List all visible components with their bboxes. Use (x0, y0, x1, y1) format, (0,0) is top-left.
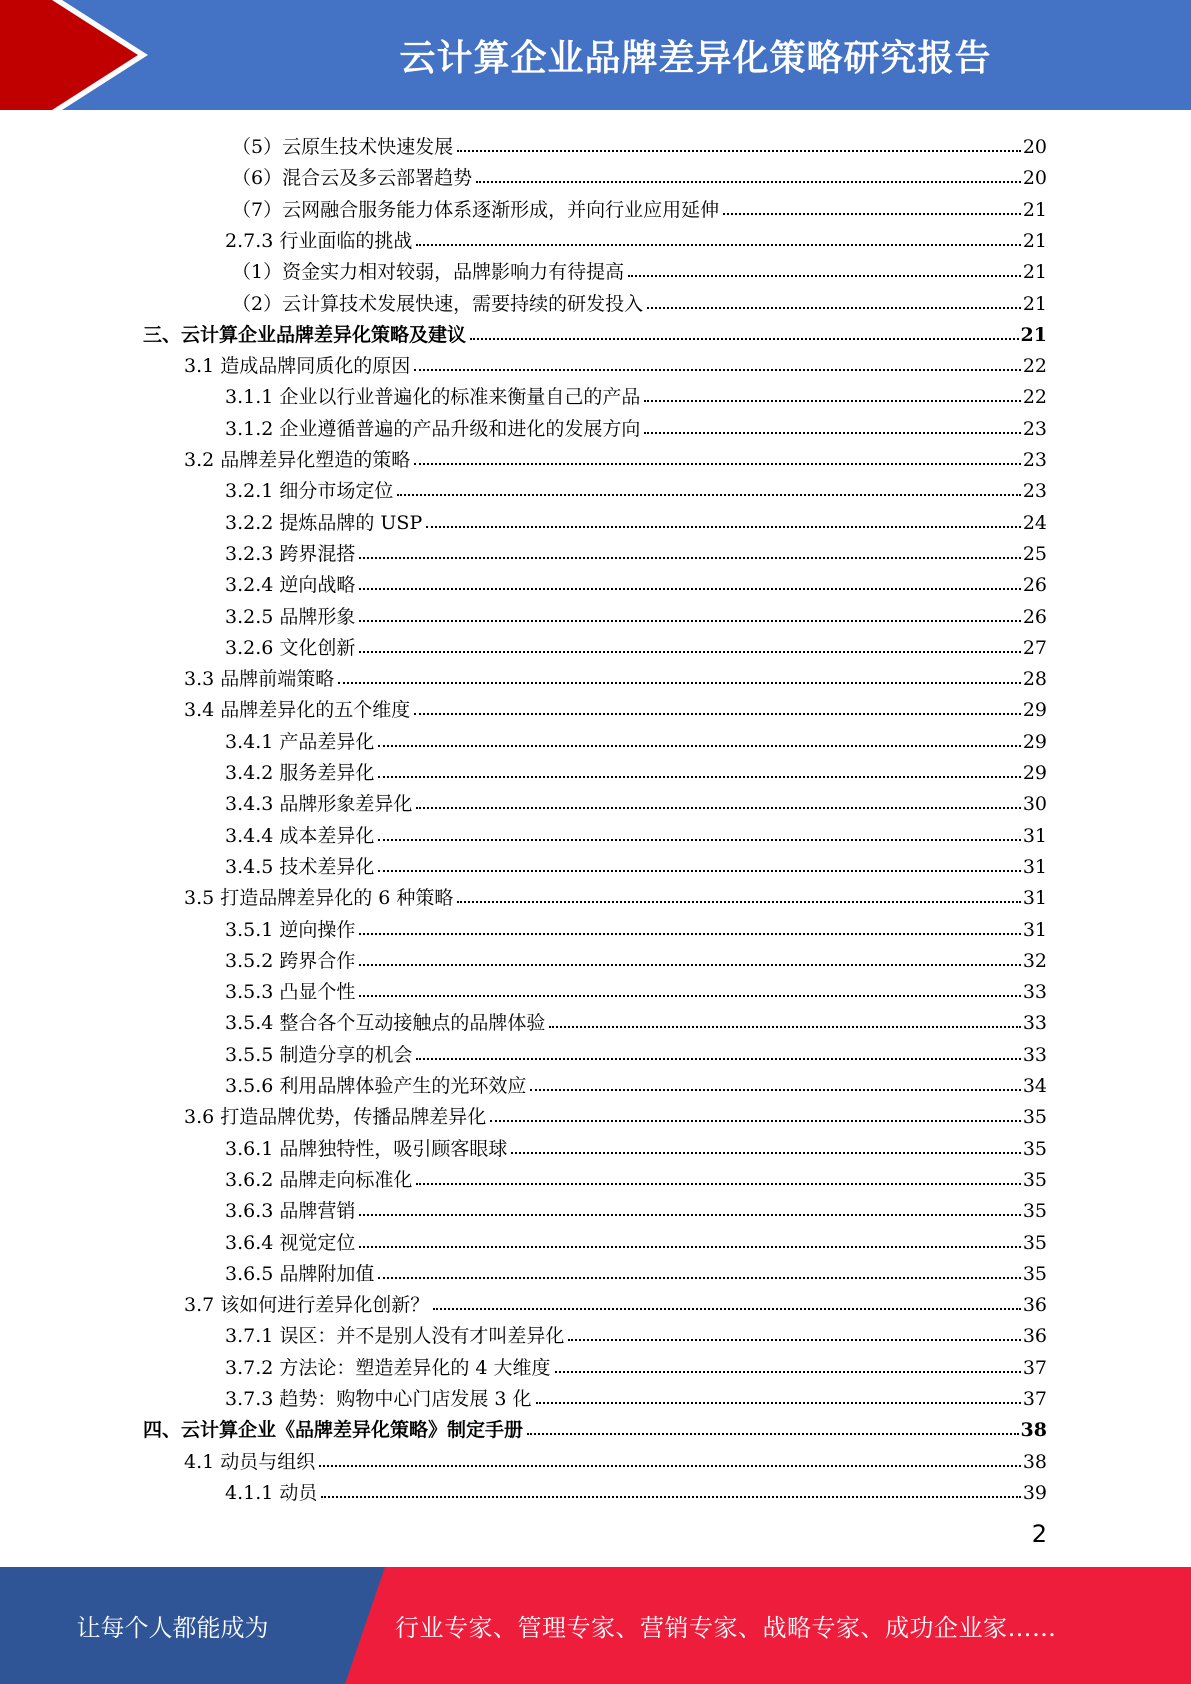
toc-dot-leader (644, 432, 1020, 434)
toc-dot-leader (511, 1152, 1020, 1154)
toc-entry[interactable] (232, 127, 1047, 158)
toc-entry-page: 37 (1022, 1356, 1047, 1379)
toc-entry[interactable] (232, 190, 1047, 221)
toc-entry-page: 35 (1022, 1106, 1047, 1129)
toc-entry-page: 35 (1022, 1168, 1047, 1191)
toc-dot-leader (397, 494, 1020, 496)
footer-slogan-right: 行业专家、管理专家、营销专家、战略专家、成功企业家…… (395, 1614, 1057, 1642)
toc-entry[interactable] (232, 252, 1047, 283)
toc-entry-title: 4.1.1 动员 (225, 1481, 318, 1504)
toc-entry-page: 23 (1022, 449, 1047, 471)
toc-dot-leader (359, 651, 1020, 653)
toc-entry-page: 36 (1022, 1325, 1047, 1348)
toc-dot-leader (359, 1214, 1020, 1216)
toc-entry-title: 3.2.6 文化创新 (225, 636, 356, 659)
toc-entry-title: 3.7.3 趋势：购物中心门店发展 3 化 (225, 1388, 532, 1410)
toc-entry-page: 34 (1022, 1075, 1047, 1097)
toc-dot-leader (527, 1433, 1019, 1435)
toc-entry-title: 3.5 打造品牌差异化的 6 种策略 (184, 887, 454, 910)
toc-dot-leader (414, 463, 1021, 465)
toc-entry[interactable] (225, 910, 1047, 941)
toc-entry[interactable] (184, 440, 1047, 471)
toc-entry-page: 23 (1022, 417, 1047, 440)
toc-dot-leader (457, 150, 1021, 152)
toc-entry-title: 3.5.4 整合各个互动接触点的品牌体验 (225, 1012, 546, 1035)
toc-entry[interactable] (225, 1348, 1047, 1379)
toc-dot-leader (470, 338, 1019, 340)
toc-entry[interactable] (184, 1442, 1047, 1473)
toc-entry[interactable] (225, 941, 1047, 972)
toc-dot-leader (378, 839, 1020, 841)
toc-entry-title: 3.6.5 品牌附加值 (225, 1262, 375, 1285)
toc-dot-leader (359, 557, 1020, 559)
toc-entry-title: 3.2.4 逆向战略 (225, 574, 356, 597)
toc-entry[interactable] (225, 1003, 1047, 1034)
toc-entry-page: 20 (1022, 167, 1047, 190)
toc-entry[interactable] (225, 565, 1047, 596)
toc-entry-page: 22 (1022, 386, 1047, 409)
toc-entry-title: 3.5.3 凸显个性 (225, 981, 356, 1004)
toc-entry[interactable] (225, 1379, 1047, 1410)
toc-entry[interactable] (225, 597, 1047, 628)
toc-entry-page: 31 (1022, 855, 1047, 878)
toc-entry-page: 38 (1020, 1419, 1047, 1442)
toc-entry[interactable] (184, 659, 1047, 690)
toc-entry-title: 3.4.5 技术差异化 (225, 855, 375, 878)
toc-dot-leader (378, 870, 1020, 872)
toc-entry-page: 37 (1022, 1388, 1047, 1410)
toc-entry[interactable] (225, 722, 1047, 753)
toc-entry-title: 3.6.4 视觉定位 (225, 1231, 356, 1254)
toc-dot-leader (338, 682, 1021, 684)
toc-entry-page: 36 (1022, 1294, 1047, 1317)
toc-entry[interactable] (225, 409, 1047, 440)
toc-entry[interactable] (143, 315, 1047, 346)
toc-dot-leader (416, 1058, 1020, 1060)
toc-entry-title: 三、云计算企业品牌差异化策略及建议 (143, 323, 467, 346)
toc-dot-leader (723, 213, 1021, 215)
toc-dot-leader (359, 588, 1020, 590)
toc-entry-page: 27 (1022, 636, 1047, 659)
toc-entry-page: 29 (1022, 762, 1047, 784)
toc-entry-page: 29 (1022, 699, 1047, 722)
toc-entry[interactable] (225, 503, 1047, 534)
toc-entry-page: 26 (1022, 574, 1047, 597)
toc-dot-leader (319, 1465, 1021, 1467)
toc-dot-leader (359, 933, 1020, 935)
toc-entry-page: 25 (1022, 542, 1047, 565)
toc-entry[interactable] (225, 753, 1047, 784)
toc-entry-page: 31 (1022, 918, 1047, 941)
toc-dot-leader (433, 1308, 1021, 1310)
toc-entry[interactable] (225, 628, 1047, 659)
toc-entry-page: 31 (1022, 887, 1047, 910)
chevron-arrow-icon (0, 0, 160, 110)
toc-dot-leader (416, 1183, 1020, 1185)
toc-entry-page: 33 (1022, 981, 1047, 1004)
toc-dot-leader (414, 369, 1021, 371)
toc-entry-page: 35 (1022, 1200, 1047, 1223)
toc-entry-title: 3.1.1 企业以行业普遍化的标准来衡量自己的产品 (225, 386, 641, 409)
toc-entry-title: 3.2.5 品牌形象 (225, 605, 356, 628)
toc-entry-page: 21 (1020, 323, 1047, 346)
toc-entry[interactable] (225, 1066, 1047, 1097)
toc-dot-leader (378, 1277, 1020, 1279)
toc-entry-page: 31 (1022, 824, 1047, 847)
toc-entry-page: 38 (1022, 1450, 1047, 1473)
toc-entry-page: 21 (1022, 292, 1047, 315)
toc-entry[interactable] (143, 1410, 1047, 1441)
toc-dot-leader (378, 776, 1020, 778)
toc-dot-leader (457, 901, 1020, 903)
toc-entry-title: 3.2.2 提炼品牌的 USP (225, 511, 423, 534)
toc-dot-leader (490, 1120, 1021, 1122)
toc-entry-title: （7）云网融合服务能力体系逐渐形成，并向行业应用延伸 (232, 198, 720, 221)
toc-entry-page: 29 (1022, 730, 1047, 753)
toc-entry-title: （2）云计算技术发展快速，需要持续的研发投入 (232, 292, 644, 315)
toc-dot-leader (416, 244, 1020, 246)
toc-dot-leader (359, 1246, 1020, 1248)
toc-entry-page: 24 (1022, 511, 1047, 534)
toc-entry-page: 21 (1022, 261, 1047, 284)
toc-entry[interactable] (184, 1097, 1047, 1128)
toc-entry[interactable] (232, 158, 1047, 189)
toc-entry-page: 21 (1022, 229, 1047, 252)
toc-dot-leader (426, 526, 1021, 528)
toc-entry-title: 四、云计算企业《品牌差异化策略》制定手册 (143, 1419, 524, 1442)
toc-entry[interactable] (225, 784, 1047, 815)
toc-entry[interactable] (225, 1129, 1047, 1160)
toc-entry-title: 3.6.1 品牌独特性，吸引顾客眼球 (225, 1137, 508, 1160)
toc-dot-leader (359, 620, 1020, 622)
toc-entry-title: 3.3 品牌前端策略 (184, 668, 335, 691)
toc-entry-page: 22 (1022, 355, 1047, 378)
toc-entry-page: 23 (1022, 480, 1047, 503)
toc-entry-page: 20 (1022, 136, 1047, 158)
toc-entry-title: 3.1.2 企业遵循普遍的产品升级和进化的发展方向 (225, 417, 641, 440)
toc-entry-title: 3.7.1 误区：并不是别人没有才叫差异化 (225, 1325, 565, 1348)
toc-entry-title: 3.1 造成品牌同质化的原因 (184, 355, 411, 378)
toc-entry-title: 3.5.1 逆向操作 (225, 918, 356, 941)
toc-dot-leader (416, 807, 1020, 809)
toc-entry-title: 3.4.3 品牌形象差异化 (225, 793, 413, 816)
toc-entry[interactable] (225, 534, 1047, 565)
toc-entry-title: 3.6.3 品牌营销 (225, 1200, 356, 1223)
toc-entry[interactable] (225, 1254, 1047, 1285)
toc-entry-title: 3.5.2 跨界合作 (225, 949, 356, 972)
toc-entry[interactable] (225, 972, 1047, 1003)
toc-entry-title: 2.7.3 行业面临的挑战 (225, 229, 413, 252)
toc-entry[interactable] (184, 878, 1047, 909)
toc-entry-title: 3.4 品牌差异化的五个维度 (184, 699, 411, 722)
page-footer (0, 1567, 1191, 1684)
toc-dot-leader (378, 745, 1020, 747)
toc-dot-leader (476, 181, 1021, 183)
toc-entry[interactable] (184, 346, 1047, 377)
toc-entry-page: 33 (1022, 1043, 1047, 1066)
toc-dot-leader (628, 275, 1021, 277)
toc-dot-leader (536, 1402, 1021, 1404)
toc-dot-leader (414, 713, 1021, 715)
toc-entry-page: 21 (1022, 198, 1047, 221)
toc-entry-title: 3.6.2 品牌走向标准化 (225, 1168, 413, 1191)
document-title: 云计算企业品牌差异化策略研究报告 (399, 37, 992, 79)
toc-entry-title: 3.4.4 成本差异化 (225, 824, 375, 847)
toc-dot-leader (644, 400, 1020, 402)
toc-entry-title: 3.7.2 方法论：塑造差异化的 4 大维度 (225, 1356, 551, 1379)
toc-dot-leader (647, 307, 1021, 309)
toc-entry[interactable] (184, 690, 1047, 721)
toc-entry-page: 26 (1022, 605, 1047, 628)
footer-slogan-left: 让每个人都能成为 (76, 1614, 269, 1642)
toc-entry-title: 3.6 打造品牌优势，传播品牌差异化 (184, 1106, 487, 1129)
toc-entry-page: 28 (1022, 668, 1047, 691)
toc-dot-leader (530, 1089, 1020, 1091)
toc-dot-leader (555, 1371, 1021, 1373)
toc-entry[interactable] (225, 1191, 1047, 1222)
toc-entry-title: 3.4.2 服务差异化 (225, 762, 375, 784)
toc-entry[interactable] (225, 1160, 1047, 1191)
toc-entry[interactable] (225, 1035, 1047, 1066)
toc-entry-title: （6）混合云及多云部署趋势 (232, 167, 473, 190)
toc-entry-page: 35 (1022, 1137, 1047, 1160)
toc-entry[interactable] (184, 1285, 1047, 1316)
toc-entry[interactable] (225, 1223, 1047, 1254)
toc-entry-title: （5）云原生技术快速发展 (232, 136, 454, 158)
toc-dot-leader (359, 995, 1020, 997)
toc-entry-page: 32 (1022, 949, 1047, 972)
toc-entry-title: 4.1 动员与组织 (184, 1450, 316, 1473)
toc-entry[interactable] (225, 377, 1047, 408)
toc-entry[interactable] (232, 284, 1047, 315)
toc-dot-leader (549, 1026, 1020, 1028)
toc-entry[interactable] (225, 221, 1047, 252)
toc-dot-leader (359, 964, 1020, 966)
toc-entry-page: 30 (1022, 793, 1047, 816)
toc-entry-page: 35 (1022, 1231, 1047, 1254)
toc-entry-title: 3.2.3 跨界混搭 (225, 542, 356, 565)
toc-entry-title: 3.2.1 细分市场定位 (225, 480, 394, 503)
toc-entry[interactable] (225, 471, 1047, 502)
toc-entry-title: （1）资金实力相对较弱，品牌影响力有待提高 (232, 261, 625, 284)
toc-dot-leader (321, 1496, 1020, 1498)
toc-entry[interactable] (225, 816, 1047, 847)
toc-entry-page: 33 (1022, 1012, 1047, 1035)
toc-entry-page: 39 (1022, 1481, 1047, 1504)
toc-entry-title: 3.5.5 制造分享的机会 (225, 1043, 413, 1066)
toc-entry[interactable] (225, 847, 1047, 878)
toc-entry-title: 3.5.6 利用品牌体验产生的光环效应 (225, 1075, 527, 1097)
toc-entry-page: 35 (1022, 1262, 1047, 1285)
toc-entry-title: 3.2 品牌差异化塑造的策略 (184, 449, 411, 471)
toc-entry[interactable] (225, 1316, 1047, 1347)
toc-dot-leader (568, 1339, 1020, 1341)
toc-entry[interactable] (225, 1473, 1047, 1504)
toc-entry-title: 3.4.1 产品差异化 (225, 730, 375, 753)
page-number: 2 (1031, 1520, 1047, 1548)
toc-entry-title: 3.7 该如何进行差异化创新？ (184, 1294, 430, 1317)
page-header (0, 0, 1191, 110)
